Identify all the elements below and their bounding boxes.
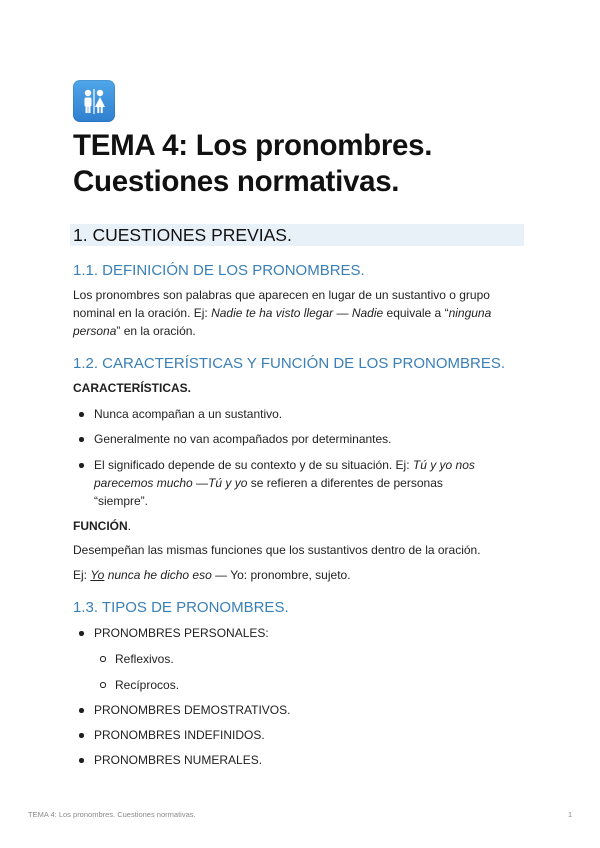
list-item: Reflexivos. — [115, 650, 545, 668]
definition-line-3: persona” en la oración. — [73, 324, 196, 338]
footer-title: TEMA 4: Los pronombres. Cuestiones normativas. — [28, 810, 196, 819]
list-item: PRONOMBRES DEMOSTRATIVOS. — [94, 701, 524, 719]
list-item: Nunca acompañan a un sustantivo. — [94, 405, 524, 423]
list-item: El significado depende de su contexto y de su situación. Ej: Tú y yo nos parecemos mucho —Tú y yo se refieren a diferentes de personas “siempre”. — [94, 456, 524, 510]
section-heading-cuestiones-previas: 1. CUESTIONES PREVIAS. — [70, 224, 524, 246]
title-line-1: TEMA 4: Los pronombres. — [73, 129, 433, 162]
funcion-example: Ej: Yo nunca he dicho eso — Yo: pronombre, sujeto. — [73, 568, 351, 582]
list-item: Recíprocos. — [115, 676, 545, 694]
definition-line-1: Los pronombres son palabras que aparecen en lugar de un sustantivo o grupo — [73, 288, 490, 302]
list-item: PRONOMBRES PERSONALES: — [94, 624, 524, 642]
list-item: PRONOMBRES INDEFINIDOS. — [94, 726, 524, 744]
list-item: PRONOMBRES NUMERALES. — [94, 751, 524, 769]
funcion-text: Desempeñan las mismas funciones que los sustantivos dentro de la oración. — [73, 543, 481, 557]
definition-line-2: nominal en la oración. Ej: Nadie te ha visto llegar — Nadie equivale a “ninguna — [73, 306, 492, 320]
caracteristicas-label: CARACTERÍSTICAS. — [73, 381, 192, 395]
subheading-definicion: 1.1. DEFINICIÓN DE LOS PRONOMBRES. — [73, 262, 365, 279]
funcion-label: FUNCIÓN. — [73, 519, 132, 533]
title-line-2: Cuestiones normativas. — [73, 165, 400, 198]
page-title — [73, 128, 543, 200]
list-item: Generalmente no van acompañados por determinantes. — [94, 430, 524, 448]
restroom-icon — [73, 80, 115, 122]
subheading-tipos: 1.3. TIPOS DE PRONOMBRES. — [73, 599, 289, 616]
subheading-caracteristicas-funcion: 1.2. CARACTERÍSTICAS Y FUNCIÓN DE LOS PRONOMBRES. — [73, 355, 506, 372]
page-number: 1 — [568, 810, 573, 819]
